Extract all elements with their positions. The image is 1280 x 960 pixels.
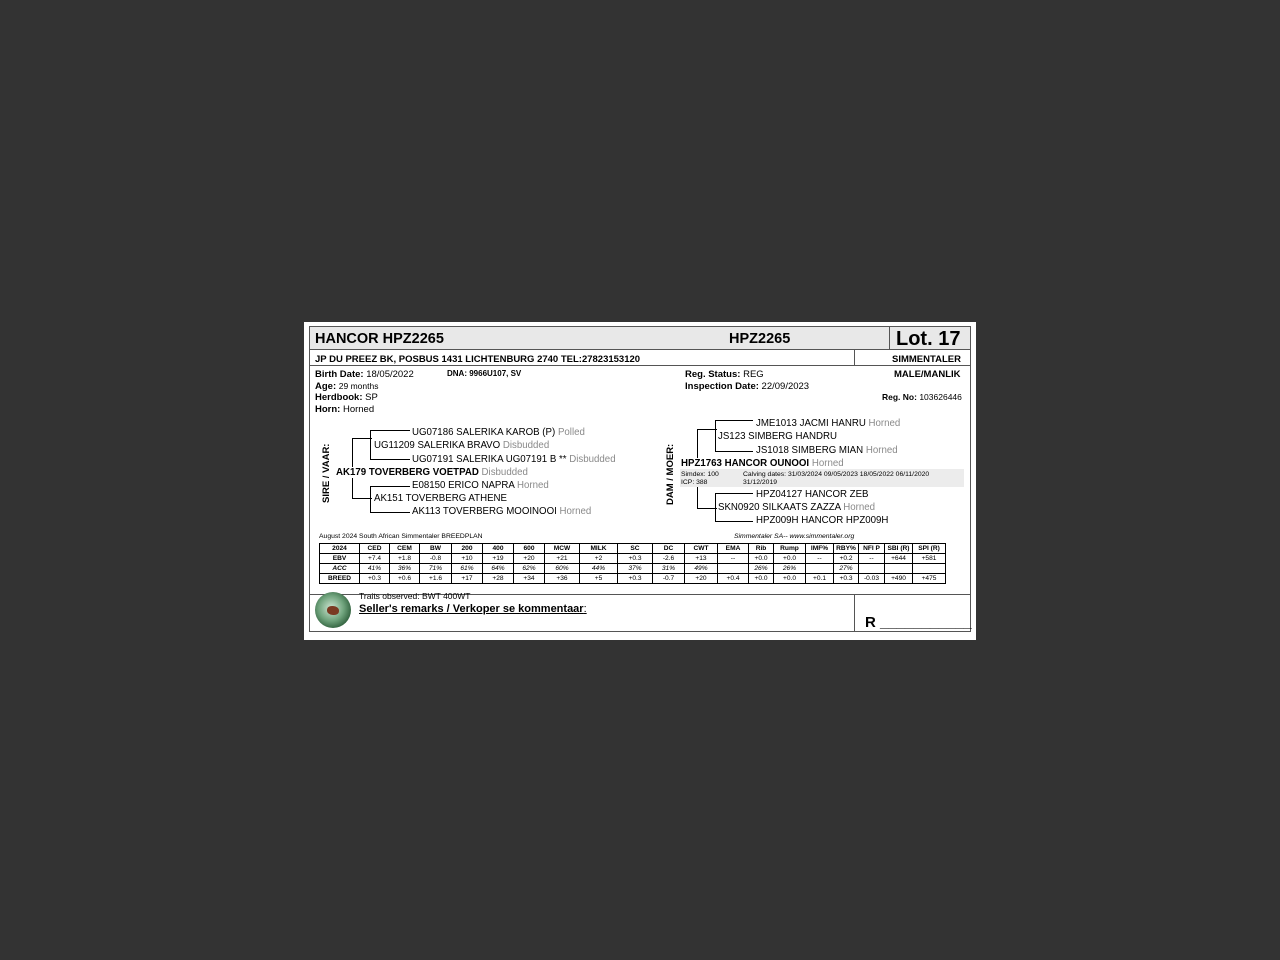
breedplan-header-cell: SPI (R) xyxy=(913,544,946,554)
dam-calving-dates-more: 31/12/2019 xyxy=(743,479,778,486)
dam-dam-branch-top xyxy=(715,493,753,494)
breedplan-cell: +7.4 xyxy=(360,554,390,564)
sire-sire: UG11209 SALERIKA BRAVO Disbudded xyxy=(374,440,550,451)
breedplan-cell: -0.7 xyxy=(653,574,685,584)
breedplan-cell: +21 xyxy=(545,554,580,564)
dam-sire-bracket xyxy=(715,420,716,451)
breedplan-cell xyxy=(859,564,885,574)
breedplan-cell: +0.0 xyxy=(774,554,806,564)
breedplan-cell: +19 xyxy=(483,554,514,564)
dam-dam-dam: HPZ009H HANCOR HPZ009H xyxy=(756,515,889,526)
breedplan-header-cell: BW xyxy=(420,544,452,554)
breedplan-header-cell: RBY% xyxy=(834,544,859,554)
sire-sire-branch-bottom xyxy=(370,459,410,460)
breedplan-header-cell: Rump xyxy=(774,544,806,554)
breedplan-cell: 60% xyxy=(545,564,580,574)
breedplan-cell: +644 xyxy=(885,554,913,564)
dam-top-branch xyxy=(697,429,717,430)
breedplan-cell xyxy=(718,564,749,574)
breedplan-row-header: BREED xyxy=(320,574,360,584)
breedplan-cell: +20 xyxy=(514,554,545,564)
dam-sire-branch-bottom xyxy=(715,451,753,452)
breedplan-header-cell: MCW xyxy=(545,544,580,554)
breedplan-row-header: ACC xyxy=(320,564,360,574)
breedplan-header-cell: 200 xyxy=(452,544,483,554)
breedplan-cell: 61% xyxy=(452,564,483,574)
dna-info: DNA: 9966U107, SV xyxy=(447,369,522,378)
breedplan-cell: -- xyxy=(718,554,749,564)
sex: MALE/MANLIK xyxy=(894,369,961,380)
dam-dam-bracket xyxy=(715,493,716,521)
breedplan-cell: +0.2 xyxy=(834,554,859,564)
breedplan-row xyxy=(320,564,946,574)
breedplan-header-cell: 600 xyxy=(514,544,545,554)
lot-number: Lot. 17 xyxy=(896,328,961,350)
breedplan-cell: +0.0 xyxy=(749,554,774,564)
breedplan-cell xyxy=(913,564,946,574)
sire-sire-dam: UG07191 SALERIKA UG07191 B ** Disbudded xyxy=(412,454,616,465)
traits-observed: Traits observed: BWT 400WT xyxy=(359,591,471,601)
owner-info: JP DU PREEZ BK, POSBUS 1431 LICHTENBURG 2740 TEL:27823153120 xyxy=(315,354,641,365)
breedplan-row-header: EBV xyxy=(320,554,360,564)
breedplan-cell: 27% xyxy=(834,564,859,574)
breedplan-cell: +0.3 xyxy=(834,574,859,584)
horn-status: Horn: Horned xyxy=(315,404,375,415)
inspection-date: Inspection Date: 22/09/2023 xyxy=(685,381,810,392)
reg-number: Reg. No: 103626446 xyxy=(882,392,962,402)
breedplan-cell: +2 xyxy=(580,554,618,564)
breedplan-cell: +0.0 xyxy=(774,574,806,584)
breedplan-cell: +490 xyxy=(885,574,913,584)
breedplan-header-cell: 2024 xyxy=(320,544,360,554)
breedplan-cell: 62% xyxy=(514,564,545,574)
breedplan-cell xyxy=(806,564,834,574)
age: Age: 29 months xyxy=(315,381,379,392)
breedplan-row xyxy=(320,554,946,564)
dam-dam-branch-bottom xyxy=(715,521,753,522)
title-divider xyxy=(889,326,890,350)
breedplan-cell: +0.3 xyxy=(360,574,390,584)
sire-name: AK179 TOVERBERG VOETPAD Disbudded xyxy=(336,467,528,478)
breedplan-cell: +0.3 xyxy=(618,574,653,584)
breedplan-header-cell: DC xyxy=(653,544,685,554)
breedplan-cell: 26% xyxy=(774,564,806,574)
breedplan-cell: +0.1 xyxy=(806,574,834,584)
breedplan-header-cell: IMF% xyxy=(806,544,834,554)
breed-label: SIMMENTALER xyxy=(892,354,961,365)
breedplan-cell: -0.8 xyxy=(420,554,452,564)
dam-sire-dam: JS1018 SIMBERG MIAN Horned xyxy=(756,445,898,456)
reg-status: Reg. Status: REG xyxy=(685,369,764,380)
sire-sire-branch-top xyxy=(370,430,410,431)
breedplan-cell: +1.8 xyxy=(390,554,420,564)
breedplan-cell: +20 xyxy=(685,574,718,584)
sire-dam-sire: E08150 ERICO NAPRA Horned xyxy=(412,480,549,491)
animal-name: HANCOR HPZ2265 xyxy=(315,331,444,347)
breedplan-cell: -0.03 xyxy=(859,574,885,584)
dam-name: HPZ1763 HANCOR OUNOOI Horned xyxy=(681,458,844,469)
owner-divider xyxy=(309,365,971,366)
breedplan-cell: +0.3 xyxy=(618,554,653,564)
sire-sire-bracket xyxy=(370,430,371,459)
lot-card xyxy=(304,322,976,640)
breedplan-header-cell: CED xyxy=(360,544,390,554)
breedplan-cell: +17 xyxy=(452,574,483,584)
dam-sire-sire: JME1013 JACMI HANRU Horned xyxy=(756,418,901,429)
breedplan-table xyxy=(319,543,946,584)
breedplan-cell: 41% xyxy=(360,564,390,574)
breedplan-cell: 44% xyxy=(580,564,618,574)
sire-sire-sire: UG07186 SALERIKA KAROB (P) Polled xyxy=(412,427,585,438)
breedplan-cell: +0.0 xyxy=(749,574,774,584)
sire-dam-bracket xyxy=(370,486,371,512)
dam-bottom-bracket xyxy=(697,486,698,508)
breedplan-header-cell: SBI (R) xyxy=(885,544,913,554)
breedplan-header-cell: CEM xyxy=(390,544,420,554)
breedplan-header-cell: SC xyxy=(618,544,653,554)
simmentaler-logo xyxy=(315,592,351,628)
sire-branch-top xyxy=(352,438,372,439)
sire-dam-branch-bottom xyxy=(370,512,410,513)
breedplan-header-cell: 400 xyxy=(483,544,514,554)
price-field[interactable]: R ___________ xyxy=(865,614,972,631)
birth-date: Birth Date: 18/05/2022 xyxy=(315,369,414,380)
breedplan-cell: -- xyxy=(859,554,885,564)
breedplan-cell: 36% xyxy=(390,564,420,574)
breedplan-row xyxy=(320,574,946,584)
breedplan-cell: +0.4 xyxy=(718,574,749,584)
dam-calving-dates: Calving dates: 31/03/2024 09/05/2023 18/05/2022 06/11/2020 xyxy=(743,471,930,478)
breedplan-cell: +475 xyxy=(913,574,946,584)
sire-dam: AK151 TOVERBERG ATHENE xyxy=(374,493,507,504)
breed-divider xyxy=(854,350,855,365)
breedplan-cell: +1.6 xyxy=(420,574,452,584)
sire-side-label: SIRE / VAAR: xyxy=(321,443,332,503)
breedplan-caption: August 2024 South African Simmentaler BREEDPLAN xyxy=(319,533,483,540)
breedplan-cell: +34 xyxy=(514,574,545,584)
breedplan-header-cell: NFI P xyxy=(859,544,885,554)
breedplan-cell: +13 xyxy=(685,554,718,564)
breedplan-cell: +5 xyxy=(580,574,618,584)
animal-code: HPZ2265 xyxy=(729,331,791,347)
breedplan-cell: 31% xyxy=(653,564,685,574)
breedplan-cell: 49% xyxy=(685,564,718,574)
breedplan-cell: +28 xyxy=(483,574,514,584)
dam-sire: JS123 SIMBERG HANDRU xyxy=(718,431,837,442)
breedplan-cell: +0.6 xyxy=(390,574,420,584)
sire-dam-branch-top xyxy=(370,486,410,487)
breedplan-source: Simmentaler SA-- www.simmentaler.org xyxy=(734,533,855,540)
seller-remarks-label[interactable]: Seller's remarks / Verkoper se kommentaar: xyxy=(359,603,587,615)
sire-branch-bottom xyxy=(352,498,372,499)
sire-dam-dam: AK113 TOVERBERG MOOINOOI Horned xyxy=(412,506,592,517)
breedplan-header-cell: Rib xyxy=(749,544,774,554)
breedplan-cell: -- xyxy=(806,554,834,564)
dam-icp: ICP: 388 xyxy=(681,479,708,486)
dam-dam: SKN0920 SILKAATS ZAZZA Horned xyxy=(718,502,876,513)
breedplan-cell: 64% xyxy=(483,564,514,574)
breedplan-cell: 37% xyxy=(618,564,653,574)
breedplan-cell: +36 xyxy=(545,574,580,584)
breedplan-cell: +10 xyxy=(452,554,483,564)
breedplan-header-cell: MILK xyxy=(580,544,618,554)
breedplan-cell: 71% xyxy=(420,564,452,574)
breedplan-cell: -2.6 xyxy=(653,554,685,564)
breedplan-cell: 26% xyxy=(749,564,774,574)
breedplan-header-row xyxy=(320,544,946,554)
dam-sire-branch-top xyxy=(715,420,753,421)
dam-bottom-branch xyxy=(697,508,717,509)
breedplan-header-cell: CWT xyxy=(685,544,718,554)
breedplan-cell xyxy=(885,564,913,574)
dam-simdex: Simdex: 100 xyxy=(681,471,719,478)
breedplan-header-cell: EMA xyxy=(718,544,749,554)
herdbook: Herdbook: SP xyxy=(315,392,378,403)
breedplan-cell: +581 xyxy=(913,554,946,564)
dam-side-label: DAM / MOER: xyxy=(665,443,676,505)
dam-dam-sire: HPZ04127 HANCOR ZEB xyxy=(756,489,869,500)
